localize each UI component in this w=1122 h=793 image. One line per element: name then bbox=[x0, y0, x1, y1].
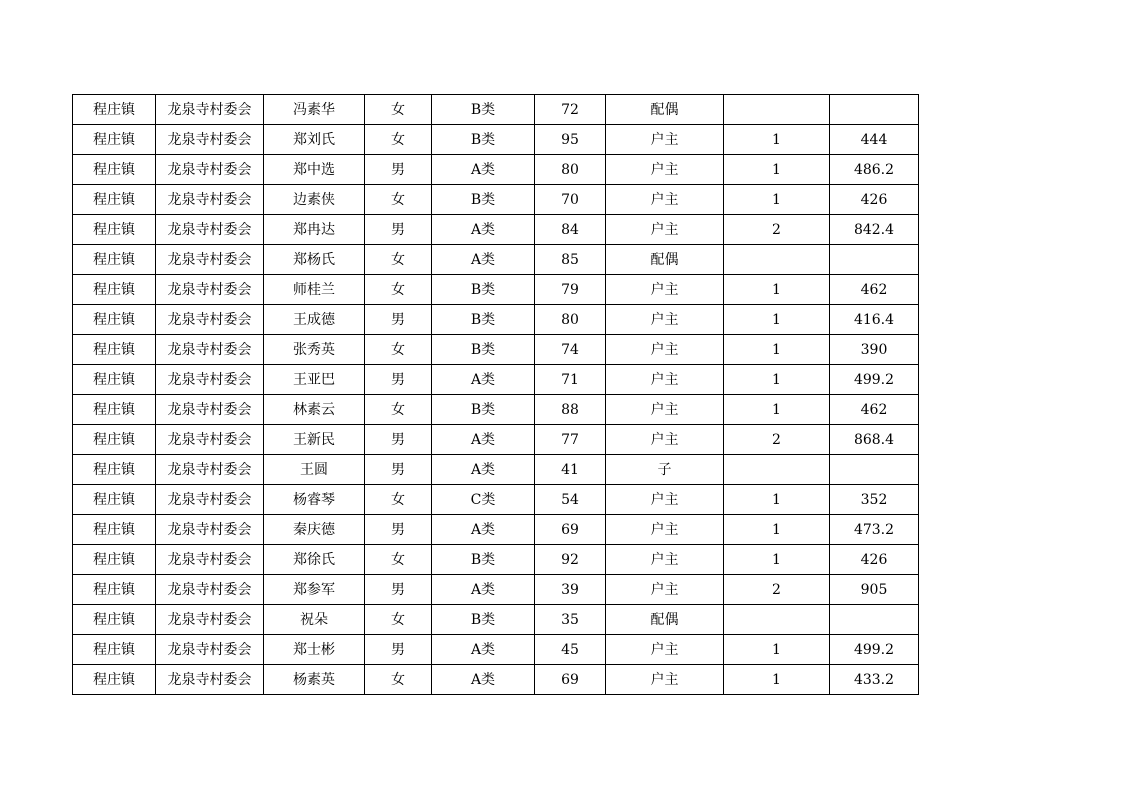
cell-category: A类 bbox=[432, 425, 535, 455]
cell-age: 95 bbox=[535, 125, 606, 155]
cell-category: A类 bbox=[432, 635, 535, 665]
cell-category: A类 bbox=[432, 665, 535, 695]
cell-amount bbox=[830, 245, 919, 275]
cell-village-committee: 龙泉寺村委会 bbox=[156, 395, 264, 425]
cell-amount: 444 bbox=[830, 125, 919, 155]
cell-village-committee: 龙泉寺村委会 bbox=[156, 125, 264, 155]
cell-name: 林素云 bbox=[264, 395, 365, 425]
cell-name: 王亚巴 bbox=[264, 365, 365, 395]
cell-town: 程庄镇 bbox=[73, 665, 156, 695]
cell-relation: 户主 bbox=[606, 665, 724, 695]
cell-name: 祝朵 bbox=[264, 605, 365, 635]
table-row bbox=[73, 545, 919, 575]
cell-gender: 女 bbox=[365, 95, 432, 125]
cell-age: 41 bbox=[535, 455, 606, 485]
cell-category: A类 bbox=[432, 575, 535, 605]
cell-name: 郑冉达 bbox=[264, 215, 365, 245]
cell-town: 程庄镇 bbox=[73, 245, 156, 275]
cell-age: 45 bbox=[535, 635, 606, 665]
table-row bbox=[73, 185, 919, 215]
cell-name: 王圆 bbox=[264, 455, 365, 485]
cell-town: 程庄镇 bbox=[73, 275, 156, 305]
cell-amount: 499.2 bbox=[830, 635, 919, 665]
cell-relation: 户主 bbox=[606, 515, 724, 545]
cell-town: 程庄镇 bbox=[73, 425, 156, 455]
table-row bbox=[73, 365, 919, 395]
table-row bbox=[73, 665, 919, 695]
cell-amount: 462 bbox=[830, 275, 919, 305]
cell-count: 1 bbox=[724, 545, 830, 575]
cell-category: B类 bbox=[432, 125, 535, 155]
cell-age: 80 bbox=[535, 305, 606, 335]
cell-amount: 473.2 bbox=[830, 515, 919, 545]
cell-relation: 户主 bbox=[606, 335, 724, 365]
cell-name: 秦庆德 bbox=[264, 515, 365, 545]
table-row bbox=[73, 515, 919, 545]
cell-name: 郑刘氏 bbox=[264, 125, 365, 155]
cell-amount: 426 bbox=[830, 545, 919, 575]
cell-age: 69 bbox=[535, 515, 606, 545]
cell-age: 92 bbox=[535, 545, 606, 575]
cell-count: 1 bbox=[724, 365, 830, 395]
cell-amount bbox=[830, 455, 919, 485]
cell-count: 2 bbox=[724, 425, 830, 455]
cell-village-committee: 龙泉寺村委会 bbox=[156, 605, 264, 635]
cell-category: B类 bbox=[432, 95, 535, 125]
cell-age: 71 bbox=[535, 365, 606, 395]
cell-count: 1 bbox=[724, 485, 830, 515]
cell-age: 69 bbox=[535, 665, 606, 695]
cell-count: 1 bbox=[724, 665, 830, 695]
cell-village-committee: 龙泉寺村委会 bbox=[156, 335, 264, 365]
cell-gender: 男 bbox=[365, 155, 432, 185]
cell-village-committee: 龙泉寺村委会 bbox=[156, 275, 264, 305]
cell-relation: 户主 bbox=[606, 155, 724, 185]
cell-age: 88 bbox=[535, 395, 606, 425]
table-row bbox=[73, 95, 919, 125]
cell-town: 程庄镇 bbox=[73, 215, 156, 245]
cell-category: A类 bbox=[432, 455, 535, 485]
cell-count: 1 bbox=[724, 125, 830, 155]
cell-gender: 男 bbox=[365, 305, 432, 335]
cell-town: 程庄镇 bbox=[73, 605, 156, 635]
cell-amount: 462 bbox=[830, 395, 919, 425]
cell-gender: 男 bbox=[365, 635, 432, 665]
cell-category: B类 bbox=[432, 185, 535, 215]
cell-relation: 户主 bbox=[606, 425, 724, 455]
cell-town: 程庄镇 bbox=[73, 185, 156, 215]
cell-name: 杨素英 bbox=[264, 665, 365, 695]
cell-age: 84 bbox=[535, 215, 606, 245]
table-row bbox=[73, 605, 919, 635]
cell-gender: 女 bbox=[365, 185, 432, 215]
table-row bbox=[73, 155, 919, 185]
cell-village-committee: 龙泉寺村委会 bbox=[156, 455, 264, 485]
cell-name: 郑杨氏 bbox=[264, 245, 365, 275]
cell-amount: 499.2 bbox=[830, 365, 919, 395]
cell-amount: 426 bbox=[830, 185, 919, 215]
table-row bbox=[73, 455, 919, 485]
cell-name: 师桂兰 bbox=[264, 275, 365, 305]
cell-gender: 男 bbox=[365, 215, 432, 245]
cell-amount bbox=[830, 605, 919, 635]
cell-gender: 女 bbox=[365, 485, 432, 515]
cell-count: 1 bbox=[724, 635, 830, 665]
cell-village-committee: 龙泉寺村委会 bbox=[156, 95, 264, 125]
cell-relation: 户主 bbox=[606, 305, 724, 335]
cell-amount bbox=[830, 95, 919, 125]
cell-amount: 486.2 bbox=[830, 155, 919, 185]
cell-village-committee: 龙泉寺村委会 bbox=[156, 485, 264, 515]
cell-gender: 女 bbox=[365, 245, 432, 275]
cell-category: A类 bbox=[432, 215, 535, 245]
cell-gender: 女 bbox=[365, 605, 432, 635]
cell-count: 2 bbox=[724, 575, 830, 605]
cell-town: 程庄镇 bbox=[73, 305, 156, 335]
cell-age: 74 bbox=[535, 335, 606, 365]
cell-village-committee: 龙泉寺村委会 bbox=[156, 575, 264, 605]
table-row bbox=[73, 635, 919, 665]
cell-gender: 女 bbox=[365, 395, 432, 425]
cell-name: 张秀英 bbox=[264, 335, 365, 365]
cell-town: 程庄镇 bbox=[73, 335, 156, 365]
cell-town: 程庄镇 bbox=[73, 575, 156, 605]
cell-relation: 户主 bbox=[606, 365, 724, 395]
cell-town: 程庄镇 bbox=[73, 125, 156, 155]
cell-count: 1 bbox=[724, 155, 830, 185]
cell-village-committee: 龙泉寺村委会 bbox=[156, 425, 264, 455]
cell-gender: 女 bbox=[365, 125, 432, 155]
table-row bbox=[73, 245, 919, 275]
cell-town: 程庄镇 bbox=[73, 485, 156, 515]
cell-name: 王成德 bbox=[264, 305, 365, 335]
cell-category: B类 bbox=[432, 605, 535, 635]
table-row bbox=[73, 335, 919, 365]
cell-amount: 868.4 bbox=[830, 425, 919, 455]
table-row bbox=[73, 425, 919, 455]
cell-gender: 女 bbox=[365, 335, 432, 365]
cell-count: 1 bbox=[724, 395, 830, 425]
cell-gender: 男 bbox=[365, 455, 432, 485]
cell-name: 郑徐氏 bbox=[264, 545, 365, 575]
cell-count: 1 bbox=[724, 275, 830, 305]
cell-relation: 户主 bbox=[606, 395, 724, 425]
cell-category: A类 bbox=[432, 515, 535, 545]
cell-age: 85 bbox=[535, 245, 606, 275]
cell-category: C类 bbox=[432, 485, 535, 515]
cell-count bbox=[724, 95, 830, 125]
cell-town: 程庄镇 bbox=[73, 155, 156, 185]
cell-amount: 905 bbox=[830, 575, 919, 605]
cell-relation: 户主 bbox=[606, 125, 724, 155]
cell-age: 80 bbox=[535, 155, 606, 185]
cell-village-committee: 龙泉寺村委会 bbox=[156, 215, 264, 245]
cell-gender: 女 bbox=[365, 545, 432, 575]
cell-relation: 户主 bbox=[606, 485, 724, 515]
cell-village-committee: 龙泉寺村委会 bbox=[156, 515, 264, 545]
cell-town: 程庄镇 bbox=[73, 545, 156, 575]
cell-category: B类 bbox=[432, 335, 535, 365]
cell-relation: 子 bbox=[606, 455, 724, 485]
cell-category: B类 bbox=[432, 545, 535, 575]
cell-category: A类 bbox=[432, 365, 535, 395]
cell-name: 郑参军 bbox=[264, 575, 365, 605]
cell-village-committee: 龙泉寺村委会 bbox=[156, 635, 264, 665]
cell-name: 王新民 bbox=[264, 425, 365, 455]
cell-town: 程庄镇 bbox=[73, 515, 156, 545]
cell-village-committee: 龙泉寺村委会 bbox=[156, 245, 264, 275]
table-row bbox=[73, 305, 919, 335]
table-row bbox=[73, 575, 919, 605]
cell-town: 程庄镇 bbox=[73, 95, 156, 125]
cell-age: 70 bbox=[535, 185, 606, 215]
table-body bbox=[73, 95, 919, 695]
cell-name: 郑士彬 bbox=[264, 635, 365, 665]
cell-relation: 户主 bbox=[606, 215, 724, 245]
cell-gender: 男 bbox=[365, 365, 432, 395]
data-table bbox=[72, 94, 919, 695]
cell-relation: 配偶 bbox=[606, 245, 724, 275]
cell-name: 郑中选 bbox=[264, 155, 365, 185]
cell-count: 1 bbox=[724, 305, 830, 335]
cell-town: 程庄镇 bbox=[73, 395, 156, 425]
cell-relation: 配偶 bbox=[606, 95, 724, 125]
cell-count: 1 bbox=[724, 185, 830, 215]
cell-amount: 416.4 bbox=[830, 305, 919, 335]
cell-age: 54 bbox=[535, 485, 606, 515]
cell-relation: 户主 bbox=[606, 635, 724, 665]
table-row bbox=[73, 485, 919, 515]
cell-name: 杨睿琴 bbox=[264, 485, 365, 515]
cell-amount: 390 bbox=[830, 335, 919, 365]
cell-town: 程庄镇 bbox=[73, 635, 156, 665]
cell-town: 程庄镇 bbox=[73, 455, 156, 485]
cell-gender: 女 bbox=[365, 275, 432, 305]
cell-age: 72 bbox=[535, 95, 606, 125]
cell-village-committee: 龙泉寺村委会 bbox=[156, 155, 264, 185]
cell-gender: 男 bbox=[365, 575, 432, 605]
cell-count: 2 bbox=[724, 215, 830, 245]
table-row bbox=[73, 395, 919, 425]
cell-count: 1 bbox=[724, 335, 830, 365]
cell-count bbox=[724, 605, 830, 635]
cell-age: 77 bbox=[535, 425, 606, 455]
table-row bbox=[73, 215, 919, 245]
cell-village-committee: 龙泉寺村委会 bbox=[156, 665, 264, 695]
cell-amount: 352 bbox=[830, 485, 919, 515]
cell-age: 79 bbox=[535, 275, 606, 305]
cell-gender: 男 bbox=[365, 515, 432, 545]
cell-relation: 户主 bbox=[606, 185, 724, 215]
cell-category: B类 bbox=[432, 275, 535, 305]
cell-town: 程庄镇 bbox=[73, 365, 156, 395]
cell-relation: 户主 bbox=[606, 545, 724, 575]
cell-category: B类 bbox=[432, 305, 535, 335]
cell-gender: 女 bbox=[365, 665, 432, 695]
cell-gender: 男 bbox=[365, 425, 432, 455]
cell-category: B类 bbox=[432, 395, 535, 425]
cell-relation: 配偶 bbox=[606, 605, 724, 635]
cell-name: 边素侠 bbox=[264, 185, 365, 215]
cell-age: 35 bbox=[535, 605, 606, 635]
cell-category: A类 bbox=[432, 155, 535, 185]
cell-name: 冯素华 bbox=[264, 95, 365, 125]
cell-amount: 433.2 bbox=[830, 665, 919, 695]
cell-relation: 户主 bbox=[606, 275, 724, 305]
cell-village-committee: 龙泉寺村委会 bbox=[156, 545, 264, 575]
cell-relation: 户主 bbox=[606, 575, 724, 605]
cell-category: A类 bbox=[432, 245, 535, 275]
cell-age: 39 bbox=[535, 575, 606, 605]
cell-village-committee: 龙泉寺村委会 bbox=[156, 185, 264, 215]
cell-village-committee: 龙泉寺村委会 bbox=[156, 305, 264, 335]
cell-village-committee: 龙泉寺村委会 bbox=[156, 365, 264, 395]
cell-count: 1 bbox=[724, 515, 830, 545]
cell-amount: 842.4 bbox=[830, 215, 919, 245]
cell-count bbox=[724, 245, 830, 275]
table-row bbox=[73, 275, 919, 305]
table-row bbox=[73, 125, 919, 155]
cell-count bbox=[724, 455, 830, 485]
